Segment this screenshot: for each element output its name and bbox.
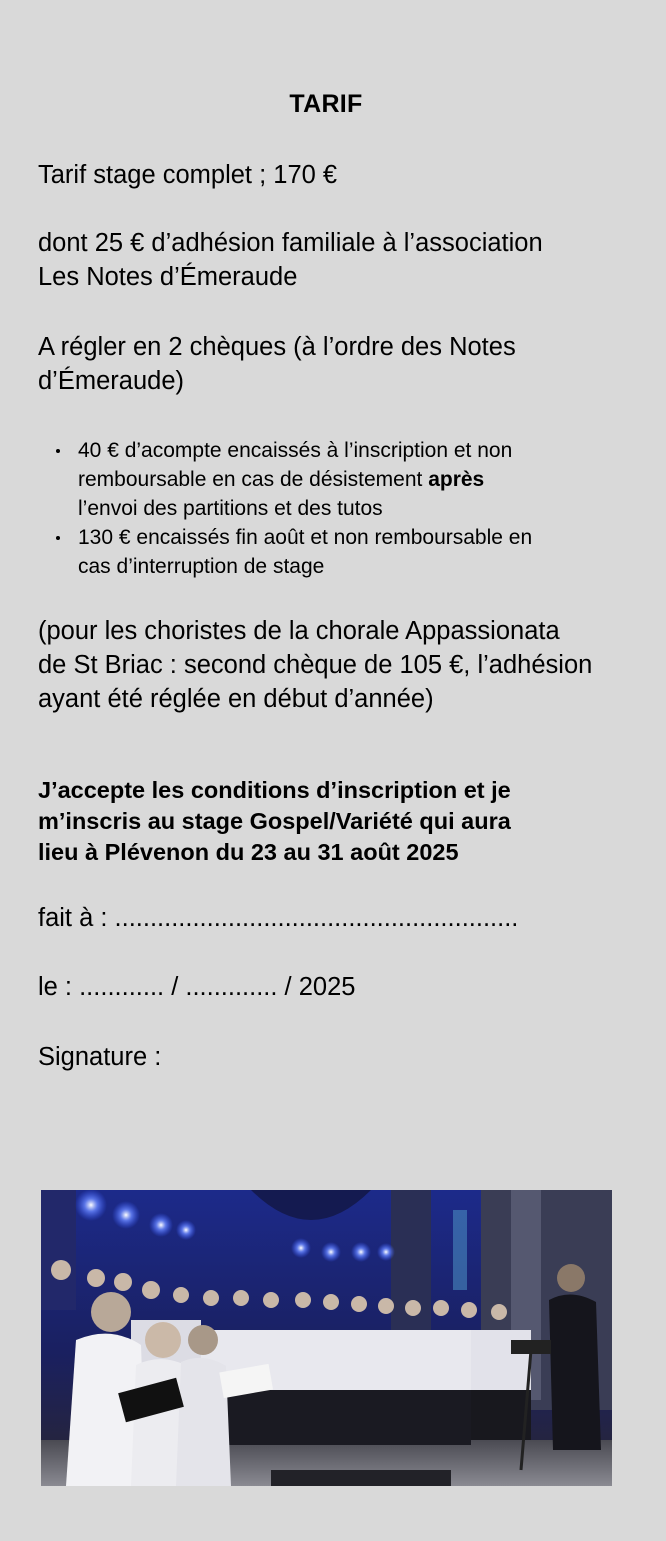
payment-text [38, 330, 638, 398]
choir-photo [41, 1190, 612, 1486]
acceptance-line-3: lieu à Plévenon du 23 au 31 août 2025 [38, 839, 459, 865]
bullet-2-line-2: cas d’interruption de stage [78, 555, 325, 578]
choir-photo-illustration [41, 1190, 612, 1486]
membership-text [38, 226, 638, 294]
signature-field[interactable]: Signature : [38, 1043, 162, 1071]
full-price-text [38, 158, 638, 192]
note-line-3: ayant été réglée en début d’année) [38, 685, 434, 713]
acceptance-line-2: m’inscris au stage Gospel/Variété qui aura [38, 808, 511, 834]
place-field[interactable]: fait à : ......................................................... [38, 904, 519, 932]
bullet-1-bold-word: après [428, 468, 485, 491]
membership-line-2: Les Notes d’Émeraude [38, 263, 298, 291]
bullet-1-line-3: l’envoi des partitions et des tutos [78, 497, 383, 520]
bullet-1-line-2 [78, 465, 628, 494]
membership-line-1: dont 25 € d’adhésion familiale à l’association [38, 229, 543, 257]
page-title: TARIF [289, 90, 363, 118]
price-line: Tarif stage complet ; 170 € [38, 161, 338, 189]
note-line-1: (pour les choristes de la chorale Appassionata [38, 617, 560, 645]
bullet-icon [56, 449, 60, 453]
bullet-1-line-2-text: remboursable en cas de désistement [78, 468, 429, 491]
bullet-2-line-1: 130 € encaissés fin août et non remboursable en [78, 526, 533, 549]
list-item [38, 436, 628, 523]
acceptance-statement [38, 775, 638, 868]
acceptance-line-1: J’accepte les conditions d’inscription et je [38, 777, 511, 803]
date-field[interactable]: le : ............ / ............. / 2025 [38, 973, 356, 1001]
payment-details-list [38, 436, 628, 581]
list-item [38, 523, 628, 581]
bullet-icon [56, 536, 60, 540]
bullet-1-line-1: 40 € d’acompte encaissés à l’inscription et non [78, 439, 513, 462]
note-line-2: de St Briac : second chèque de 105 €, l’adhésion [38, 651, 593, 679]
payment-line-2: d’Émeraude) [38, 367, 184, 395]
payment-line-1: A régler en 2 chèques (à l’ordre des Notes [38, 333, 516, 361]
choir-note [38, 614, 648, 716]
